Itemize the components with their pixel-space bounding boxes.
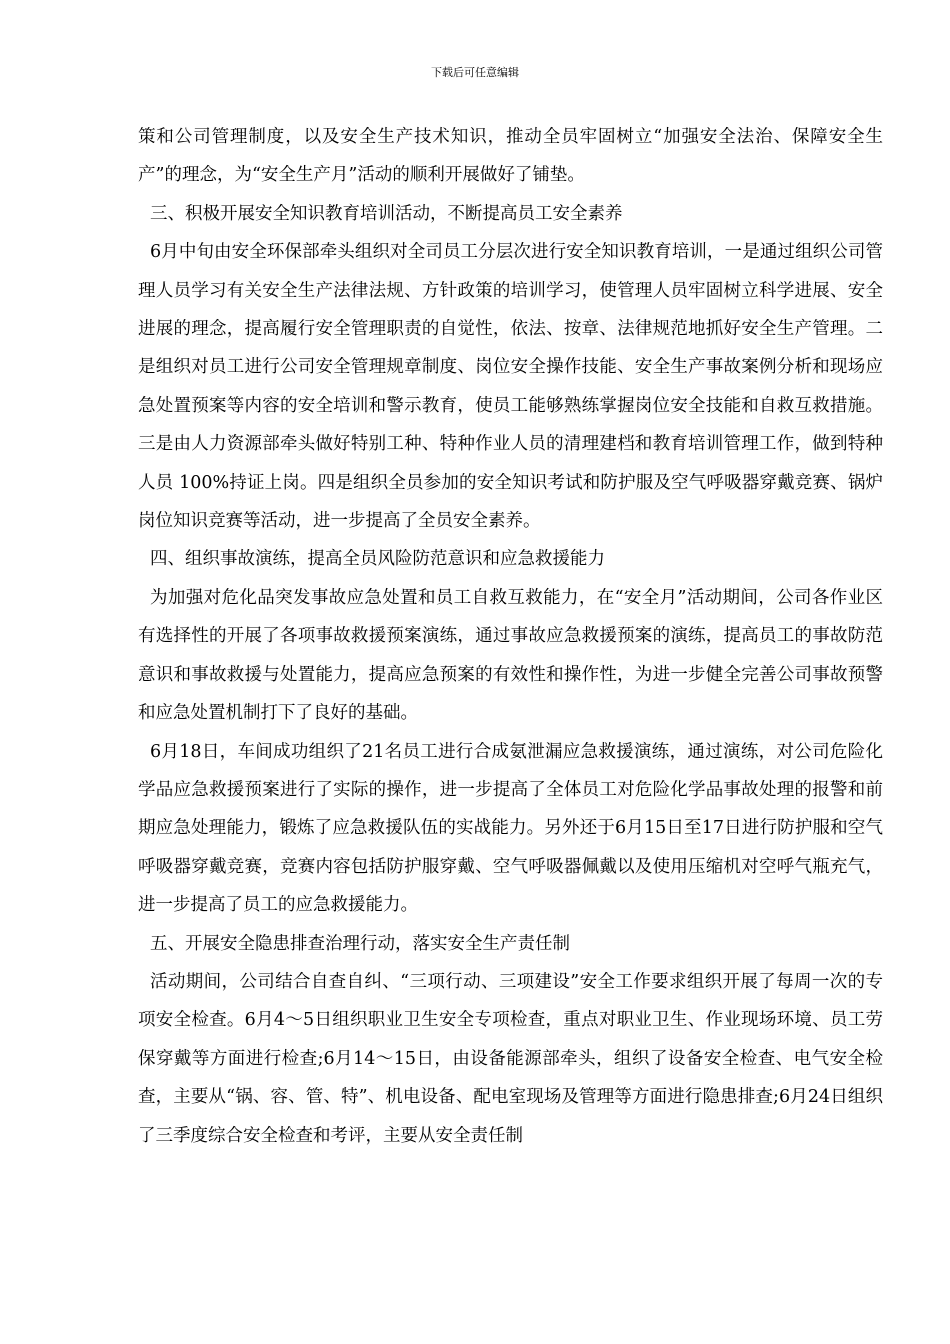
paragraph-inspection: 活动期间，公司结合自查自纠、“三项行动、三项建设”安全工作要求组织开展了每周一次的专项安全检查。6月4～5日组织职业卫生安全专项检查，重点对职业卫生、作业现场环境、员工劳保穿戴等方面进行检查;6月14～15日，由设备能源部牵头，组织了设备安全检查、电气安全检查，主要从“锅、容、管、特”、机电设备、配电室现场及管理等方面进行隐患排查;6月24日组织了三季度综合安全检查和考评，主要从安全责任制: [138, 971, 883, 1146]
paragraph-drill-intro: 为加强对危化品突发事故应急处置和员工自救互救能力，在“安全月”活动期间，公司各作业区有选择性的开展了各项事故救援预案演练，通过事故应急救援预案的演练，提高员工的事故防范意识和事故救援与处置能力，提高应急预案的有效性和操作性，为进一步健全完善公司事故预警和应急处置机制打下了良好的基础。: [138, 587, 883, 724]
section-heading-4: 四、组织事故演练，提高全员风险防范意识和应急救援能力: [150, 549, 605, 570]
section-heading-3: 三、积极开展安全知识教育培训活动，不断提高员工安全素养: [150, 203, 623, 224]
document-body: [138, 118, 883, 1155]
paragraph-continuation: 策和公司管理制度，以及安全生产技术知识，推动全员牢固树立“加强安全法治、保障安全生产”的理念，为“安全生产月”活动的顺利开展做好了铺垫。: [138, 127, 883, 186]
section-heading-5: 五、开展安全隐患排查治理行动，落实安全生产责任制: [150, 933, 570, 954]
page-header: 下载后可任意编辑: [431, 66, 519, 79]
paragraph-training: 6月中旬由安全环保部牵头组织对全司员工分层次进行安全知识教育培训，一是通过组织公司管理人员学习有关安全生产法律法规、方针政策的培训学习，使管理人员牢固树立科学进展、安全进展的理念，提高履行安全管理职责的自觉性，依法、按章、法律规范地抓好安全生产管理。二是组织对员工进行公司安全管理规章制度、岗位安全操作技能、安全生产事故案例分析和现场应急处置预案等内容的安全培训和警示教育，使员工能够熟练掌握岗位安全技能和自救互救措施。三是由人力资源部牵头做好特别工种、特种作业人员的清理建档和教育培训管理工作，做到特种人员 100%持证上岗。四是组织全员参加的安全知识考试和防护服及空气呼吸器穿戴竞赛、锅炉岗位知识竞赛等活动，进一步提高了全员安全素养。: [138, 242, 883, 532]
paragraph-drill-detail: 6月18日，车间成功组织了21名员工进行合成氨泄漏应急救援演练，通过演练，对公司危险化学品应急救援预案进行了实际的操作，进一步提高了全体员工对危险化学品事故处理的报警和前期应急处理能力，锻炼了应急救援队伍的实战能力。另外还于6月15日至17日进行防护服和空气呼吸器穿戴竞赛，竞赛内容包括防护服穿戴、空气呼吸器佩戴以及使用压缩机对空呼气瓶充气，进一步提高了员工的应急救援能力。: [138, 741, 883, 916]
